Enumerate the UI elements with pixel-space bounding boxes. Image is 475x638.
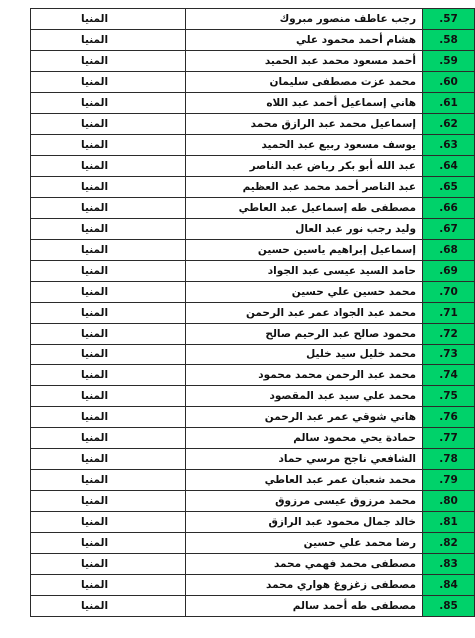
row-number: 73. bbox=[439, 348, 458, 361]
governorate-cell: المنيا bbox=[31, 365, 186, 386]
governorate-cell: المنيا bbox=[31, 92, 186, 113]
name-cell: مصطفى محمد فهمي محمد bbox=[186, 554, 423, 575]
row-number: 75. bbox=[439, 390, 458, 403]
governorate-cell: المنيا bbox=[31, 470, 186, 491]
table-row bbox=[31, 386, 475, 407]
table-row bbox=[31, 323, 475, 344]
table-row bbox=[31, 533, 475, 554]
name-cell: مصطفى زغزوغ هواري محمد bbox=[186, 575, 423, 596]
name-cell: محمد شعبان عمر عبد العاطي bbox=[186, 470, 423, 491]
row-number: 69. bbox=[439, 264, 458, 277]
table-row bbox=[31, 92, 475, 113]
row-number-cell bbox=[423, 533, 475, 554]
table-row bbox=[31, 428, 475, 449]
name-cell: إسماعيل إبراهيم ياسين حسين bbox=[186, 239, 423, 260]
row-number-cell bbox=[423, 491, 475, 512]
row-number-cell bbox=[423, 428, 475, 449]
table-row bbox=[31, 302, 475, 323]
row-number: 65. bbox=[439, 180, 458, 193]
document-page bbox=[30, 8, 458, 617]
row-number-cell bbox=[423, 470, 475, 491]
row-number: 64. bbox=[439, 159, 458, 172]
row-number-cell bbox=[423, 71, 475, 92]
table-row bbox=[31, 512, 475, 533]
row-number-cell bbox=[423, 323, 475, 344]
governorate-cell: المنيا bbox=[31, 533, 186, 554]
row-number-cell bbox=[423, 344, 475, 365]
row-number-cell bbox=[423, 92, 475, 113]
row-number-cell bbox=[423, 407, 475, 428]
name-cell: مصطفى طه إسماعيل عبد العاطي bbox=[186, 197, 423, 218]
row-number: 68. bbox=[439, 243, 458, 256]
row-number: 61. bbox=[439, 96, 458, 109]
table-row bbox=[31, 470, 475, 491]
name-cell: مصطفى طه أحمد سالم bbox=[186, 596, 423, 617]
name-cell: محمد مرزوق عيسى مرزوق bbox=[186, 491, 423, 512]
table-row bbox=[31, 9, 475, 30]
name-cell: إسماعيل محمد عبد الرازق محمد bbox=[186, 113, 423, 134]
table-row bbox=[31, 344, 475, 365]
name-cell: محمد حسين علي حسين bbox=[186, 281, 423, 302]
governorate-cell: المنيا bbox=[31, 218, 186, 239]
governorate-cell: المنيا bbox=[31, 554, 186, 575]
table-row bbox=[31, 281, 475, 302]
row-number: 62. bbox=[439, 117, 458, 130]
governorate-cell: المنيا bbox=[31, 596, 186, 617]
name-cell: عبد الناصر أحمد محمد عبد العظيم bbox=[186, 176, 423, 197]
governorate-cell: المنيا bbox=[31, 386, 186, 407]
table-row bbox=[31, 407, 475, 428]
name-cell: حامد السيد عيسى عبد الجواد bbox=[186, 260, 423, 281]
name-cell: هاني إسماعيل أحمد عبد اللاه bbox=[186, 92, 423, 113]
name-cell: محمد عبد الرحمن محمد محمود bbox=[186, 365, 423, 386]
governorate-cell: المنيا bbox=[31, 29, 186, 50]
table-row bbox=[31, 176, 475, 197]
name-cell: محمد عزت مصطفى سليمان bbox=[186, 71, 423, 92]
governorate-cell: المنيا bbox=[31, 428, 186, 449]
governorate-cell: المنيا bbox=[31, 575, 186, 596]
table-row bbox=[31, 113, 475, 134]
table-row bbox=[31, 29, 475, 50]
row-number-cell bbox=[423, 386, 475, 407]
name-cell: محمد علي سيد عبد المقصود bbox=[186, 386, 423, 407]
names-table-body bbox=[31, 9, 475, 617]
row-number: 60. bbox=[439, 75, 458, 88]
row-number: 66. bbox=[439, 201, 458, 214]
row-number-cell bbox=[423, 365, 475, 386]
name-cell: عبد الله أبو بكر رياض عبد الناصر bbox=[186, 155, 423, 176]
governorate-cell: المنيا bbox=[31, 323, 186, 344]
name-cell: محمد خليل سيد خليل bbox=[186, 344, 423, 365]
governorate-cell: المنيا bbox=[31, 260, 186, 281]
name-cell: وليد رجب نور عبد العال bbox=[186, 218, 423, 239]
row-number-cell bbox=[423, 596, 475, 617]
row-number: 76. bbox=[439, 411, 458, 424]
row-number: 74. bbox=[439, 369, 458, 382]
governorate-cell: المنيا bbox=[31, 197, 186, 218]
row-number-cell bbox=[423, 134, 475, 155]
table-row bbox=[31, 365, 475, 386]
table-row bbox=[31, 575, 475, 596]
governorate-cell: المنيا bbox=[31, 71, 186, 92]
table-row bbox=[31, 218, 475, 239]
governorate-cell: المنيا bbox=[31, 239, 186, 260]
row-number-cell bbox=[423, 113, 475, 134]
row-number: 71. bbox=[439, 306, 458, 319]
row-number-cell bbox=[423, 197, 475, 218]
name-cell: الشافعي ناجح مرسي حماد bbox=[186, 449, 423, 470]
name-cell: يوسف مسعود ربيع عبد الحميد bbox=[186, 134, 423, 155]
row-number-cell bbox=[423, 512, 475, 533]
row-number-cell bbox=[423, 9, 475, 30]
governorate-cell: المنيا bbox=[31, 491, 186, 512]
row-number-cell bbox=[423, 155, 475, 176]
name-cell: حمادة يحي محمود سالم bbox=[186, 428, 423, 449]
table-row bbox=[31, 71, 475, 92]
row-number-cell bbox=[423, 554, 475, 575]
row-number-cell bbox=[423, 50, 475, 71]
name-cell: محمود صالح عبد الرحيم صالح bbox=[186, 323, 423, 344]
row-number: 57. bbox=[439, 12, 458, 25]
row-number: 63. bbox=[439, 138, 458, 151]
name-cell: محمد عبد الجواد عمر عبد الرحمن bbox=[186, 302, 423, 323]
table-row bbox=[31, 155, 475, 176]
name-cell: خالد جمال محمود عبد الرازق bbox=[186, 512, 423, 533]
table-row bbox=[31, 491, 475, 512]
table-row bbox=[31, 50, 475, 71]
table-row bbox=[31, 554, 475, 575]
table-row bbox=[31, 134, 475, 155]
row-number: 78. bbox=[439, 453, 458, 466]
row-number: 58. bbox=[439, 33, 458, 46]
governorate-cell: المنيا bbox=[31, 512, 186, 533]
table-row bbox=[31, 449, 475, 470]
row-number: 67. bbox=[439, 222, 458, 235]
governorate-cell: المنيا bbox=[31, 176, 186, 197]
table-row bbox=[31, 260, 475, 281]
name-cell: رجب عاطف منصور مبروك bbox=[186, 9, 423, 30]
governorate-cell: المنيا bbox=[31, 302, 186, 323]
row-number-cell bbox=[423, 449, 475, 470]
row-number-cell bbox=[423, 281, 475, 302]
row-number-cell bbox=[423, 239, 475, 260]
row-number-cell bbox=[423, 302, 475, 323]
row-number-cell bbox=[423, 176, 475, 197]
name-cell: هاني شوقي عمر عبد الرحمن bbox=[186, 407, 423, 428]
row-number: 84. bbox=[439, 579, 458, 592]
name-cell: هشام أحمد محمود علي bbox=[186, 29, 423, 50]
governorate-cell: المنيا bbox=[31, 9, 186, 30]
governorate-cell: المنيا bbox=[31, 134, 186, 155]
row-number: 59. bbox=[439, 54, 458, 67]
row-number: 80. bbox=[439, 495, 458, 508]
row-number-cell bbox=[423, 260, 475, 281]
row-number: 79. bbox=[439, 474, 458, 487]
row-number: 72. bbox=[439, 327, 458, 340]
governorate-cell: المنيا bbox=[31, 407, 186, 428]
table-row bbox=[31, 239, 475, 260]
row-number: 85. bbox=[439, 600, 458, 613]
governorate-cell: المنيا bbox=[31, 113, 186, 134]
name-cell: أحمد مسعود محمد عبد الحميد bbox=[186, 50, 423, 71]
name-cell: رضا محمد علي حسين bbox=[186, 533, 423, 554]
row-number: 70. bbox=[439, 285, 458, 298]
governorate-cell: المنيا bbox=[31, 155, 186, 176]
table-row bbox=[31, 197, 475, 218]
row-number: 83. bbox=[439, 558, 458, 571]
row-number-cell bbox=[423, 575, 475, 596]
row-number: 81. bbox=[439, 516, 458, 529]
governorate-cell: المنيا bbox=[31, 50, 186, 71]
row-number-cell bbox=[423, 218, 475, 239]
names-table bbox=[30, 8, 475, 617]
governorate-cell: المنيا bbox=[31, 281, 186, 302]
governorate-cell: المنيا bbox=[31, 344, 186, 365]
table-row bbox=[31, 596, 475, 617]
row-number: 77. bbox=[439, 432, 458, 445]
row-number: 82. bbox=[439, 537, 458, 550]
row-number-cell bbox=[423, 29, 475, 50]
governorate-cell: المنيا bbox=[31, 449, 186, 470]
